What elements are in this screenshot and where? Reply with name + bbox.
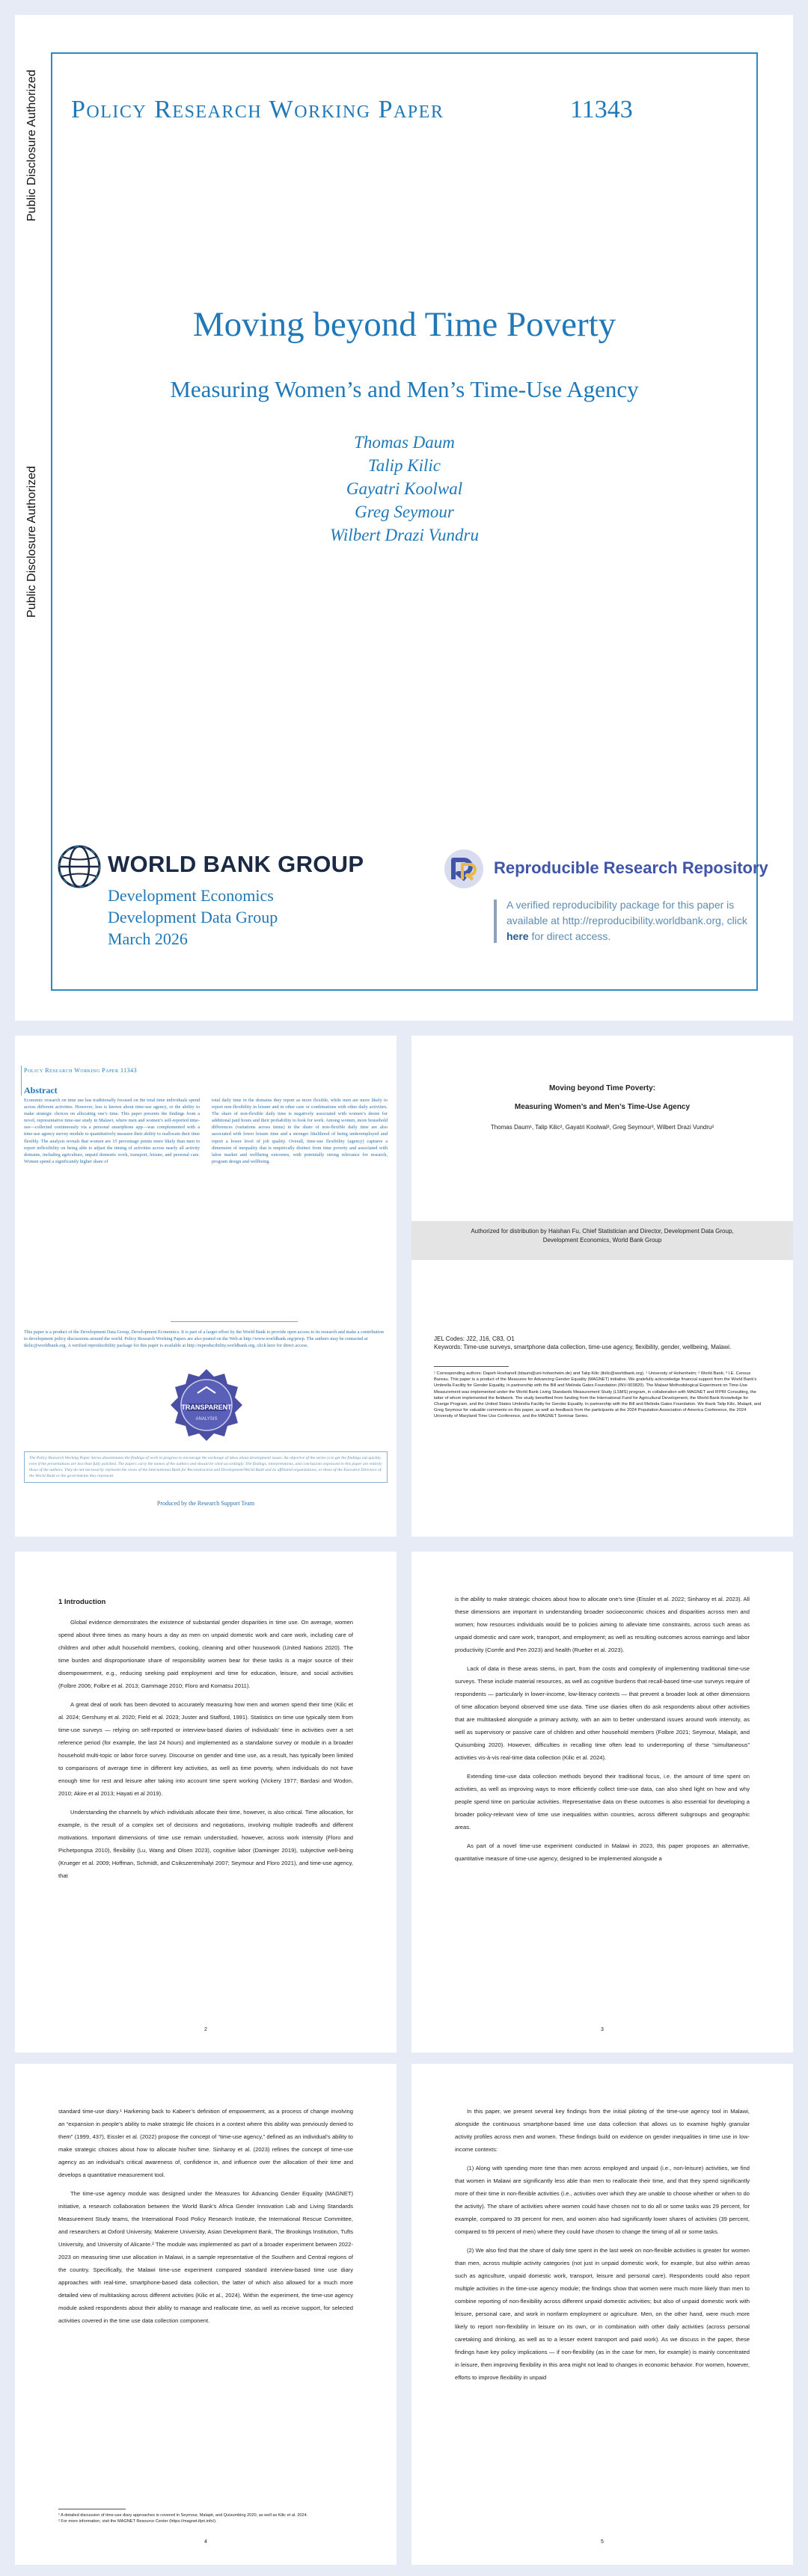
abstract-column-2: total daily time in the domains they report as more flexible, while men are more likely to report non-flexibility in leisure and in other care or combinations with other daily activities. The share of non-flexible daily time is negatively associated with women’s desire for additional paid hours and their probability to look for work. Among women, more household differences (variations across items) in the share of non-flexible daily time are also associated with lower leisure time and a stronger likelihood of being underemployed and report a lower level of job quality. Overall, time-use flexibility (agency) captures a dimension of inequality that is empirically distinct from time poverty and associated with labor market and wellbeing outcomes, with potentially strong relevance for research, program design and wellbeing. xyxy=(212,1098,388,1164)
abstract-page xyxy=(15,1036,397,1537)
repository-note-bar xyxy=(494,900,497,943)
jel-keywords-block xyxy=(434,1335,763,1351)
author-name: Wilbert Drazi Vundru xyxy=(330,526,479,544)
paragraph: Global evidence demonstrates the existence of substantial gender disparities in time use. On average, women spend about three times as many hours a day as men on unpaid domestic work and care work, including care of children and other adult household members, cooking, cleaning and other housework (United Nations 2020). The time burden and disproportionate share of responsibility women bear for these tasks is a major source of their disempowerment, e.g., reducing seeking paid employment and time for education, leisure, and social activities (Folbre 2006; Folbre et al. 2013; Gammage 2010; Floro and Komatsu 2011). xyxy=(58,1619,353,1689)
paragraph: As part of a novel time-use experiment conducted in Malawi in 2023, this paper proposes an alternative, quantitative measure of time-use agency, designed to be implemented alongside a xyxy=(455,1842,750,1862)
series-title: Policy Research Working Paper xyxy=(71,96,444,123)
body-text xyxy=(58,1616,353,1888)
footnote-rule xyxy=(434,1366,509,1367)
body-text xyxy=(455,1593,750,1871)
paper-title: Moving beyond Time Poverty xyxy=(192,305,616,344)
repository-note-text-end: for direct access. xyxy=(528,930,611,942)
footnote: ² For more information, visit the MAGNET Resource Center (https://magnet.ifpri.info/). xyxy=(58,2519,217,2524)
paragraph: (1) Along with spending more time than men across employed and unpaid (i.e., non-leisure) activities, we find that women in Malawi are significantly less able than men to reallocate their time, and that they spend significantly more of their time in non-flexible activities (i.e., activities over which they are unable to choose whether or when to do the activity). The share of activities where women could have chosen not to do all or some tasks was 29 percent, for example, compared to 39 percent for men, and women also had significantly lower shares of activities (39 percent, compared to 59 percent of men) where they could have chosen to change the timing of all or some tasks. xyxy=(455,2165,750,2235)
abstract-column-1: Economic research on time use has traditionally focused on the total time individuals spend across different activities. However, less is known about time-use agency, or the ability to make strategic choices on allocating one’s time. This paper presents the findings from a novel, representative time-use study in Malawi, where men and women’s self-reported time-use—collected continuously via a personal smartphone app—was complemented with a time-use agency survey module to quantitatively measure their ability to reallocate their time flexibly. The analysis reveals that women are 15 percentage points more likely than men to report inflexibility on being able to adjust the timing of activities across nearly all activity domains, including agriculture, unpaid domestic work, transport, leisure, and personal care. Women spend a significantly higher share of xyxy=(24,1098,200,1164)
department-line: March 2026 xyxy=(108,929,188,948)
produced-by-note: Produced by the Research Support Team xyxy=(156,1500,255,1507)
footnotes xyxy=(58,2512,353,2524)
body-text xyxy=(58,2105,353,2333)
repository-note xyxy=(506,897,757,944)
paragraph: Extending time-use data collection methods beyond their traditional focus, i.e. the amount of time spent on activities, as well as improving ways to more efficiently collect time-use data, can also shed light on how and why people spend time on particular activities. Representative data on these outcomes is also essential for developing a broader policy-relevant view of time use inequalities within countries, across different subgroups and geographic areas. xyxy=(455,1773,750,1830)
author-name: Thomas Daum xyxy=(354,433,455,452)
page-number: 2 xyxy=(204,2027,207,2032)
footnote: ¹ A detailed discussion of time-use diary approaches is covered in Seymour, Malapit, and Quisumbing 2020, as well as Kilic et al. 2024. xyxy=(58,2513,308,2518)
badge-sublabel: ANALYSIS xyxy=(195,1417,218,1421)
paragraph: A great deal of work has been devoted to accurately measuring how men and women spend their time (Kilic et al. 2024; Gershuny et al. 2020; Field et al. 2023; Juster and Stafford, 1991). Statistics on time use typically stem from time-use surveys — relying on self-reported or interview-based diaries of individuals’ time in activities over a set reference period (for example, the last 24 hours) and implemented as a standalone survey or module in a broader household multi-topic or labor force survey. Discourse on gender and time use, as a result, has typically been limited to comparisons of average time in different key activities, as well as time poverty, when individuals do not have enough time for rest and leisure after taking into account time spent working (Vickery 1977; Bardasi and Wodon, 2010; Akire et al 2013; Hayati et al 2019). xyxy=(58,1701,353,1797)
paragraph: Lack of data in these areas stems, in part, from the costs and complexity of implementing traditional time-use surveys. These include material resources, as well as cognitive burdens that recall-based time-use surveys require of respondents — particularly in lower-income, low-literacy contexts — that prevent a broader look at other dimensions of time allocation beyond observed time use data. Time use diaries often do ask respondents about other activities that are multitasked alongside a primary activity, with an aim to better understand issues around work intensity, as well as supervisory or passive care of children and other household members (Folbre 2021; Seymour, Malapit, and Quisumbing 2020). However, difficulties in recalling time often lead to underreporting of these “simultaneous” activities vis-à-vis real-time data collection (Kilic et al. 2024). xyxy=(455,1665,750,1761)
abstract-heading: Abstract xyxy=(24,1085,58,1095)
jel-codes: JEL Codes: J22, J16, C83, O1 xyxy=(434,1335,515,1342)
department-block xyxy=(108,885,278,950)
department-line: Development Economics xyxy=(108,886,274,905)
abstract-divider xyxy=(171,1321,298,1322)
text-page-5 xyxy=(411,2064,793,2565)
disclaimer-box: The Policy Research Working Paper Series disseminates the findings of work in progress to encourage the exchange of ideas about development issues. An objective of the series is to get the findings out quickly, even if the presentations are less than fully polished. The papers carry the names of the authors and should be cited accordingly. The findings, interpretations, and conclusions expressed in this paper are entirely those of the authors. They do not necessarily represent the views of the International Bank for Reconstruction and Development/World Bank and its affiliated organizations, or those of the Executive Directors of the World Bank or the governments they represent. xyxy=(24,1451,388,1483)
text-page-4 xyxy=(15,2064,397,2565)
repository-title: Reproducible Research Repository xyxy=(494,858,768,877)
authorization-line-1: Authorized for distribution by Haishan Fu, Chief Statistician and Director, Development Data Group, xyxy=(471,1228,734,1235)
paragraph: The time-use agency module was designed under the Measures for Advancing Gender Equality (MAGNET) initiative, a research collaboration between the World Bank’s Africa Gender Innovation Lab and Living Standards Measurement Study teams, the International Food Policy Research Institute, the International Rescue Committee, and researchers at Oxford University, Makerere University, Asian Development Bank, The Brookings Institution, Tufts University, and University of Alicante.² The module was implemented as part of a broader experiment between 2022-2023 on measuring time use allocation in Malawi, in a sample representative of the Southern and Central regions of the country. Specifically, the Malawi time-use experiment compared standard interview-based time use diary approaches with real-time, smartphone-based data collection, the latter of which also allowed for a much more detailed view of multitasking across different activities (Kilic et al., 2024). Within the experiment, the time-use agency module asked respondents about their ability to manage and reallocate time, as well as receive support, for selected activities covered in the time use data collection component. xyxy=(58,2190,353,2324)
inner-title-line-2: Measuring Women’s and Men’s Time-Use Agency xyxy=(514,1103,691,1111)
page-number: 3 xyxy=(601,2027,604,2032)
transparent-analysis-badge-icon xyxy=(168,1366,245,1444)
repository-here-link[interactable]: here xyxy=(506,930,529,942)
title-page-footnote: ¹ Corresponding authors: Dapeh Hoshanell (tdaum@uni-hohenheim.de) and Talip Kilic (tkilic@worldbank.org). ¹ University of Hohenheim; ² World Bank; ³ I.E. Census Bureau. This paper is a product of the Measures for Advancing Gender Equality (MAGNET) initiative. We gratefully acknowledge financial support from the World Bank’s Umbrella Facility for Gender Equality, in partnership with the Bill and Melinda Gates Foundation (INV-003820). The Malawi Methodological Experiment on Time-Use Measurement was implemented under the World Bank Living Standards Measurement Study (LSMS) program, in collaboration with MAGNET and IFPRI Consulting, the latter of whom implemented the fieldwork. The study benefited from funding from the International Fund for Agricultural Development, the World Bank Knowledge for Change Program, and the United States Umbrella Facility for Gender Equality. In partnership with the Bill and Melinda Gates Foundation. We thank Talip Kilic, Malapit, and Greg Seymour for valuable comments on this paper, as well as feedback from the participants at the 2024 Population Association of America Conference, the 2024 University of Maryland Time Use Conference, and the MAGNET Seminar Series. xyxy=(434,1371,762,1419)
page-number: 4 xyxy=(204,2539,207,2545)
paper-subtitle: Measuring Women’s and Men’s Time-Use Agency xyxy=(170,376,639,402)
author-name: Talip Kilic xyxy=(368,456,441,475)
inner-authors: Thomas Daum¹, Talip Kilic², Gayatri Koolwal², Greg Seymour³, Wilbert Drazi Vundru² xyxy=(490,1124,714,1131)
authorization-line-2: Development Economics, World Bank Group xyxy=(542,1237,662,1244)
disclosure-label-bottom: Public Disclosure Authorized xyxy=(25,466,38,618)
abstract-product-note: This paper is a product of the Development Data Group, Development Economics. It is part of a larger effort by the World Bank to provide open access to its research and make a contribution to development policy discussions around the world. Policy Research Working Papers are also posted on the Web at http://www.worldbank.org/prwp. The authors may be contacted at tkilic@worldbank.org. A verified reproducibility package for this paper is available at http://reproducibility.worldbank.org, click here for direct access. xyxy=(24,1330,384,1349)
paragraph: is the ability to make strategic choices about how to allocate one’s time (Eissler et al. 2022; Sinharoy et al. 2023). All these dimensions are important in understanding broader socioeconomic choices and disparities across men and women; how resources individuals would be to policies aiming to alleviate time constraints, across such areas as unpaid domestic and care work, transport, and employment; as well as resulting outcomes across earnings and labor productivity (Comfe and Pen 2023) and health (Ruelter et al. 2023). xyxy=(455,1596,750,1653)
keywords: Keywords: Time-use surveys, smartphone data collection, time-use agency, flexibility, gender, wellbeing, Malawi. xyxy=(434,1344,732,1350)
author-name: Greg Seymour xyxy=(355,502,454,521)
paragraph: standard time-use diary.¹ Harkening back to Kabeer’s definition of empowerment, as a process of change involving an “expansion in people’s ability to make strategic life choices in a context where this ability was previously denied to them” (1999, 437), Eissler et al. (2022) propose the concept of “time-use agency,” defined as an individual’s ability to make strategic choices about how to allocate his/her time. Sinharoy et al. (2023) refines the concept of time-use agency as an individual’s critical awareness of, confidence in, and influence over the allocation of their time and develops a quantitative measurement tool. xyxy=(58,2108,353,2178)
cover-page xyxy=(15,15,793,1021)
page-number: 5 xyxy=(601,2539,604,2545)
reproducible-research-logo-icon xyxy=(440,845,488,893)
text-page-2 xyxy=(15,1552,397,2053)
paragraph: (2) We also find that the share of daily time spent in the last week on non-flexible activities is greater for women than men, across multiple activity categories (not just in unpaid domestic work, for example, but also within areas such as agriculture, unpaid domestic work, transport, leisure and personal care). Respondents could also report multiple activities in the time-use agency module; the findings show that women were much more likely than men to combine reporting of non-flexibility across different unpaid domestic activities; but also of unpaid domestic work with leisure, personal care, and work in nonfarm employment or agriculture. Men, on the other hand, were much more likely to report non-flexibility in leisure on its own, or in combination with other daily activities (across personal caretaking and drinking, as well as to a lesser extent transport and paid work). As we discuss in the paper, these findings have key policy implications — if non-flexibility (as in the case for men, for example) is mainly concentrated in leisure, then improving flexibility in this area might not lead to changes in economic behavior. For women, however, efforts to improve flexibility in unpaid xyxy=(455,2247,750,2381)
disclosure-label-top: Public Disclosure Authorized xyxy=(25,70,38,222)
inner-title-line-1: Moving beyond Time Poverty: xyxy=(548,1084,656,1092)
organization-name: WORLD BANK GROUP xyxy=(108,851,364,877)
world-bank-globe-icon xyxy=(56,843,102,890)
repository-note-text: A verified reproducibility package for this paper is available at http://reproducibility.worldbank.org, click xyxy=(506,899,747,926)
authorization-text xyxy=(411,1227,793,1245)
title-page xyxy=(411,1036,793,1537)
paragraph: Understanding the channels by which individuals allocate their time, however, is also critical. Time allocation, for example, is the result of a complex set of decisions and negotiations, involving multiple tradeoffs and different motivations. Important dimensions of time use remain understudied, however, across work intensity (Floro and Pichetpongsa 2010), flexibility (Lu, Wang and Olsen 2023), cognitive labor (Daminger 2019), subjective well-being (Krueger et al. 2009; Hoffman, Schmidt, and Csikszentmihalyi 2007; Seymour and Floro 2021), and time-use agency, that xyxy=(58,1809,353,1879)
section-heading: 1 Introduction xyxy=(58,1598,106,1606)
department-line: Development Data Group xyxy=(108,908,278,926)
abstract-series-label: Policy Research Working Paper 11343 xyxy=(24,1067,138,1074)
paragraph: In this paper, we present several key findings from the initial piloting of the time-use agency tool in Malawi, alongside the continuous smartphone-based time use data collection that allows us to examine highly granular activity profiles across men and women. These findings build on evidence on gender inequalities in time use in low-income contexts: xyxy=(455,2108,750,2153)
abstract-rule xyxy=(21,1066,22,1095)
author-list xyxy=(51,431,758,547)
text-page-3 xyxy=(411,1552,793,2053)
author-name: Gayatri Koolwal xyxy=(346,479,463,498)
badge-label: TRANSPARENT xyxy=(181,1404,232,1411)
body-text xyxy=(455,2105,750,2390)
paper-number: 11343 xyxy=(570,96,633,123)
